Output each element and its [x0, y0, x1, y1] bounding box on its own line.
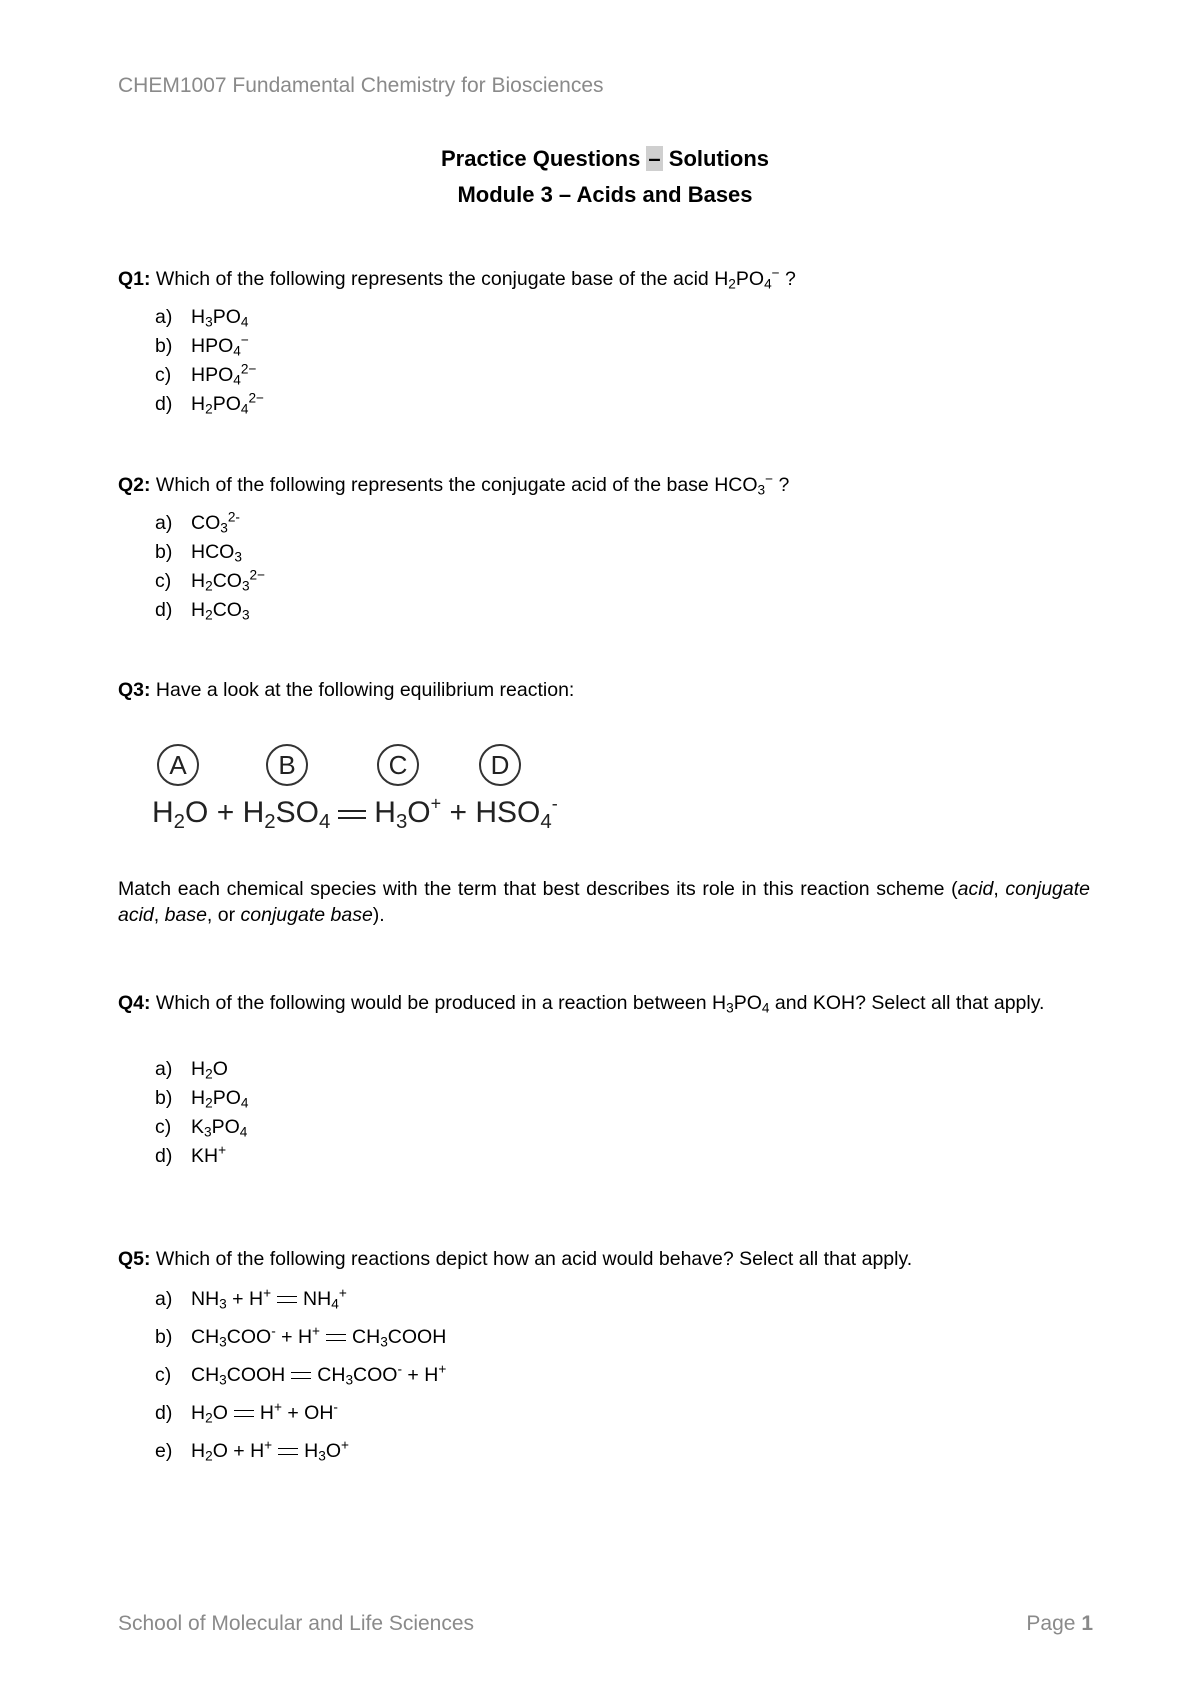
- q5-option-a: a) $NH_3 + H^+$ $NH_4^+$: [155, 1285, 347, 1312]
- equilibrium-arrow-icon: [291, 1370, 311, 1382]
- page-title: Practice Questions – Solutions: [441, 146, 769, 171]
- q4-option-c: c) $K_3PO_4$: [155, 1116, 248, 1140]
- highlighted-dash: –: [648, 146, 661, 171]
- question-1: Q1: Which of the following represents the conjugate base of the acid $H_2PO_4^-$ ?: [118, 265, 796, 292]
- q4-option-d: d) KH+: [155, 1142, 227, 1167]
- equilibrium-arrow-icon: [277, 1294, 297, 1306]
- q2-option-b: b) $HCO_3$: [155, 541, 242, 565]
- footer-school: School of Molecular and Life Sciences: [118, 1612, 475, 1635]
- module-title: Module 3 – Acids and Bases: [457, 182, 753, 207]
- q5-option-d: d) $H_2O$ H+ + OH-: [155, 1399, 338, 1426]
- question-2: Q2: Which of the following represents the conjugate acid of the base $HCO_3^-$ ?: [118, 471, 790, 498]
- q5-option-c: c) $CH_3COOH$ $CH_3COO^- + H^+$: [155, 1361, 447, 1388]
- question-3: Q3: Have a look at the following equilibrium reaction:: [118, 679, 575, 701]
- species-label-b: B: [266, 744, 308, 786]
- q5-option-e: e) $H_2O + H^+$ $H_3O^+$: [155, 1437, 349, 1464]
- equilibrium-arrow-icon: [338, 807, 366, 821]
- q1-option-d: d) $H_2PO_4^{2-}$: [155, 390, 265, 417]
- species-label-d: D: [479, 744, 521, 786]
- species-label-a: A: [157, 744, 199, 786]
- q1-option-b: b) $HPO_4^-$: [155, 332, 249, 359]
- q1-option-a: a) $H_3PO_4$: [155, 306, 249, 330]
- footer-page-number: Page 1: [1026, 1612, 1093, 1635]
- q2-option-d: d) $H_2CO_3$: [155, 599, 250, 623]
- species-label-c: C: [377, 744, 419, 786]
- q4-option-a: a) $H_2O$: [155, 1058, 228, 1082]
- question-5: Q5: Which of the following reactions depict how an acid would behave? Select all that apply.: [118, 1248, 913, 1270]
- q2-option-c: c) $H_2CO_3^{2-}$: [155, 567, 266, 594]
- course-header: CHEM1007 Fundamental Chemistry for Biosciences: [118, 74, 604, 97]
- equilibrium-arrow-icon: [234, 1408, 254, 1420]
- q5-option-b: b) $CH_3COO^- + H^+$ $CH_3COOH$: [155, 1323, 447, 1350]
- equilibrium-arrow-icon: [326, 1332, 346, 1344]
- q1-option-c: c) $HPO_4^{2-}$: [155, 361, 257, 388]
- q3-instructions: Match each chemical species with the term that best describes its role in this reaction scheme (acid, conjugate acid, base, or conjugate base).: [118, 878, 1090, 926]
- q2-option-a: a) $CO_3^{2-}$: [155, 509, 240, 536]
- question-4: Q4: Which of the following would be produced in a reaction between $H_3PO_4$ and KOH? Select all that apply.: [118, 992, 1045, 1016]
- q4-option-b: b) $H_2PO_4$: [155, 1087, 249, 1111]
- equilibrium-arrow-icon: [278, 1446, 298, 1458]
- equilibrium-equation: $H_2O + H_2SO_4$ $H_3O^+ + HSO_4^-$: [152, 793, 558, 834]
